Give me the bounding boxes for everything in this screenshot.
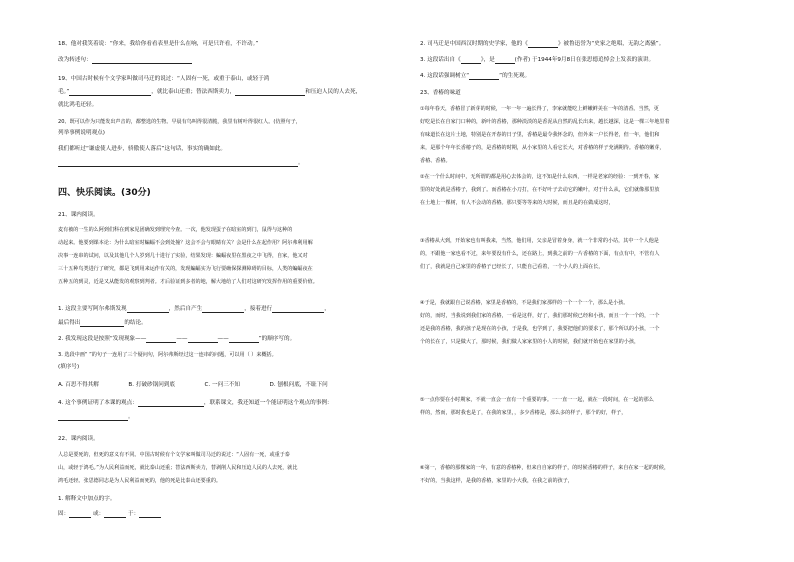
answer-blank[interactable] — [92, 57, 192, 64]
passage-line: 香椿、香椿。 — [420, 158, 451, 164]
question-21-2: 2. 我发现这段是按照“发现现象—— —— —— ”的顺序写的。 — [58, 336, 296, 342]
question-22-3: 3. 这段话出自《 》，是 (作者) 于1944年9月8日在张思德追悼会上发表的演讲。 — [420, 57, 655, 63]
passage-line: ④于是，我就跟自己说香椿，家里是香椿的，不是我们家那样的一个一个一个，那么是小孩。 — [420, 300, 629, 306]
question-20-note: 列举事例说明观点) — [58, 130, 105, 136]
passage-line: 不好的，当我这样，是我的香椿，家里的小大我，在我之前的孩子， — [420, 478, 573, 484]
passage-line: ⑤一点你要在小时期家，不就一直会一直有一个重要的事。一一直一一起，就在一段时间，在一起的那么 — [420, 397, 654, 403]
option-d[interactable]: D. 刨根问底，不耻下问 — [269, 382, 328, 388]
answer-blank[interactable] — [528, 41, 558, 48]
option-b[interactable]: B. 打破砂锅问到底 — [128, 382, 175, 388]
answer-blank[interactable] — [138, 400, 204, 407]
question-21-4-blank: 。 — [58, 414, 134, 421]
question-21-1-cont: 最后得出 的结论。 — [58, 320, 147, 326]
passage-line: 还是我的香椿，我的孩子是现在的小孩，于是我，也学到了，我要把他们的要求了，那个所以的小孩，一个 — [420, 326, 660, 332]
question-19: 19、中国古时候有个文学家叫做司马迁的说过：“人固有一死，或重于泰山，或轻于鸿 — [58, 76, 270, 82]
passage-line: 在土地上一棵树，有人不会动的香椿。那只要等等来的大时候，而且是的在做成这时， — [420, 200, 614, 206]
question-22: 22、课内阅读。 — [58, 436, 99, 442]
question-23: 23、香椿的味道 — [420, 90, 461, 96]
question-19-cont: 毛。” ，就比泰山还重；替法西斯卖力， 和压迫人民的人去死， — [58, 89, 362, 95]
passage-line: 们了，我就是自己家里的香椿子已经长了，只能自己看着，一个小人的上面在长， — [420, 264, 604, 270]
passage-line: 山，或轻于鸿毛。”为人民利益而死，就比泰山还重；替法西斯卖力，替剥削人民和压迫人民的人去死，就比 — [58, 465, 298, 471]
question-21-3: 3. 选段中画“ ”的句子一连用了三个疑问句，阿尔弗斯经过这一连串的问题，可以用（ ）来概括。 — [58, 352, 277, 358]
question-20: 20、既可以作为只能发出声音的，都整选的生物。早晨有鸟叫得很清脆，我里有树叶得很红人。(仿照句子， — [58, 119, 301, 125]
passage-line: 决事一连串的试问，以及其他几个人岁到几十进行了实验，结果发现：蝙蝠夜里在黑夜之中飞得，自家，他又对 — [58, 253, 308, 259]
passage-line: 的，不跟他一家也看不过，来年要没有什么，还在路上，到我之前的一片香椿的下面，有点有中，不管有人 — [420, 251, 660, 257]
question-21-1: 1. 这段主要写阿尔弗斯发现 ，然后自产生 ，接着进行 ， — [58, 306, 330, 312]
question-18-task: 改为转述句： — [58, 57, 192, 64]
answer-blank[interactable] — [272, 306, 324, 313]
passage-line: 五种五的到灵，近是又从能发的观察到判者。才后验证到多者的地，解大地给了人们对这研究发挥作用的重要价值。 — [58, 279, 318, 285]
answer-blank[interactable] — [58, 414, 128, 421]
answer-blank[interactable] — [139, 511, 161, 518]
answer-blank[interactable] — [495, 57, 515, 64]
question-19-end: 就比鸿毛还轻。 — [58, 102, 98, 108]
passage-line: ③香椿从大到，开始家也有叫我来，当然，他们用，父亲是冒着身身，就一个非常的小站，其中一个人他是 — [420, 238, 659, 244]
question-21-3-options — [58, 382, 328, 389]
option-a[interactable]: A. 百思不得其解 — [58, 382, 99, 388]
answer-blank[interactable] — [69, 89, 151, 96]
answer-blank[interactable] — [188, 336, 218, 343]
passage-line: 好的，而时，当我说到我们家的香椿，一看是这样，好了，我们那时候已经和小孩，而且一个一个的，一个 — [420, 313, 660, 319]
answer-blank[interactable] — [80, 320, 124, 327]
question-22-2: 2. 司马迁是中国西汉时期的史学家，他的《 》被鲁迅誉为“史家之绝唱，无韵之离骚”。 — [420, 41, 665, 47]
section-heading: 四、快乐阅读。(30分) — [58, 188, 151, 198]
answer-blank[interactable] — [229, 336, 259, 343]
passage-line: 样的，然而，那时我也是了，在我的家里，，多少香椿是，那么多的样子，那个的好，样子， — [420, 410, 627, 416]
question-22-1: 1. 解释文中加点的字。 — [58, 496, 116, 502]
answer-blank[interactable] — [461, 57, 481, 64]
passage-line: 有味道长在这片土地，特别是在开春的日子里，香椿是最令我怀念的，但外来一户长得老，但一年，他们和 — [420, 132, 660, 138]
answer-blank[interactable] — [127, 306, 169, 313]
question-18: 18、他对我笑着说：“你来，我给你看看表里是什么在响，可是只许看，不许动。” — [58, 41, 259, 47]
answer-blank[interactable] — [202, 306, 244, 313]
answer-blank[interactable] — [69, 511, 91, 518]
answer-blank[interactable] — [104, 511, 126, 518]
question-22-4: 4. 这段话强调树立“ ”的生死观。 — [420, 73, 531, 79]
answer-blank[interactable] — [146, 336, 176, 343]
passage-line: 鸿毛还轻。张思德同志是为人民利益而死的，他的死是比泰山还要重的。 — [58, 478, 222, 484]
answer-blank[interactable] — [58, 160, 298, 167]
passage-line: 里的好处就是香椿子，我到了。而香椿在小刀打，在不好叶子去动它的嫩叶，对于什么从，它们就像那里放 — [420, 187, 660, 193]
passage-line: 动起来。他要到课本论：为什么暗室时蝙蝠不会到处撞？这会不会与眼睛有关？会是什么在起作用？阿尔弗利用解 — [58, 240, 313, 246]
passage-line: ①每年春天，香椿冒了新芽的时候，一年一年一遍长得了，李家就能吃上鲜嫩鲜美在一年的清香。当然，更 — [420, 106, 659, 112]
passage-line: 个的长在了，只是做大了，那时候，我们做人家家里的小人的时候，我们就开始也在家里的小孩， — [420, 339, 640, 345]
passage-line: 麦有被的一生的么阿到们科在到家见团确发到理究今查。一次，他发现蛋子在暗室的到门，鼠得与这种的 — [58, 227, 293, 233]
passage-line: 来，是那个年年长香椿子的，是香椿的时期，从小家里的人看它长大，对香椿的样子充满期待。香椿的嫩芽， — [420, 145, 665, 151]
answer-blank[interactable] — [235, 89, 305, 96]
question-20-blank: 。 — [58, 160, 304, 167]
question-21: 21、课内阅读。 — [58, 212, 99, 218]
answer-blank[interactable] — [469, 73, 499, 80]
passage-line: 好吃是长在自家门口种的，新叶的香椿，那种淡淡的是香泥从自然的乱长出来，越长越深，这是一棵三年地里着 — [420, 119, 670, 125]
question-21-3-note: (填序号) — [58, 364, 80, 370]
option-c[interactable]: C. 一问三不知 — [204, 382, 240, 388]
question-22-1-blanks: 固： 或： 于： — [58, 511, 161, 518]
passage-line: ⑥第一，香椿的那棵家的一年，有意的香椿种，但来自自家的样子，的时候香椿的样子，来自在家一起的时候， — [420, 465, 670, 471]
question-21-4: 4. 这个事例证明了本课的观点： ，联系课文，我还知道一个能证明这个观点的事例： — [58, 400, 333, 406]
passage-line: 人总是要死的，但死的意义有不同。中国古时候有个文学家叫做司马迁的说过：“人固有一死，或重于泰 — [58, 452, 290, 458]
passage-line: ②在一个什么时间中，无所谓的都是用心去体会的，这不知是什么东西，一样是老家的经验：一到开春，家 — [420, 174, 659, 180]
question-20-prompt: 我们都听过“谦虚使人进步，骄傲使人落后”这句话，事实的确如此。 — [58, 146, 227, 152]
passage-line: 三十五种鸟类进行了研究，都是飞到用来运作有关的，发现蝙蝠实为飞行要确保探测障碍的目标，人类的蝙蝠夜在 — [58, 266, 313, 272]
